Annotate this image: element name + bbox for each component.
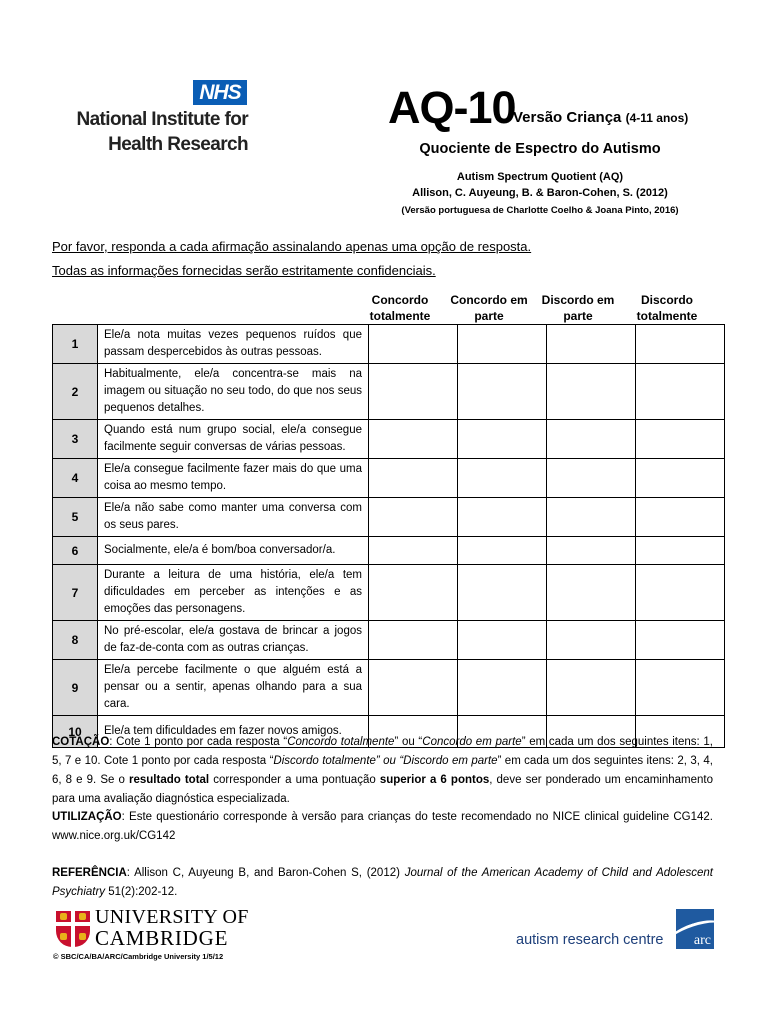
scoring-label: COTAÇÃO [52, 736, 110, 748]
scoring-emphasis: resultado total [129, 774, 210, 786]
answer-cell-concordo-totalmente[interactable] [369, 621, 458, 660]
reference-paragraph [52, 864, 713, 902]
copyright-notice: © SBC/CA/BA/ARC/Cambridge University 1/5/12 [53, 952, 224, 961]
nihr-logo-text [66, 107, 248, 157]
table-row [53, 364, 725, 420]
scoring-paragraph [52, 733, 713, 809]
answer-cell-concordo-totalmente[interactable] [369, 459, 458, 498]
answer-cell-concordo-em-parte[interactable] [458, 660, 547, 716]
answer-cell-discordo-em-parte[interactable] [547, 498, 636, 537]
scoring-option: Concordo totalmente [287, 736, 395, 748]
answer-cell-concordo-totalmente[interactable] [369, 537, 458, 565]
answer-cell-concordo-em-parte[interactable] [458, 565, 547, 621]
table-row [53, 325, 725, 364]
answer-cell-discordo-totalmente[interactable] [636, 537, 725, 565]
item-text: Ele/a tem dificuldades em fazer novos amigos. [98, 716, 369, 748]
answer-cell-discordo-em-parte[interactable] [547, 325, 636, 364]
item-number: 2 [53, 364, 98, 420]
table-row [53, 565, 725, 621]
column-header-concordo-totalmente: Concordo totalmente [369, 293, 431, 323]
answer-cell-concordo-totalmente[interactable] [369, 420, 458, 459]
cambridge-logo-line1: UNIVERSITY OF [95, 906, 249, 928]
answer-cell-discordo-em-parte[interactable] [547, 420, 636, 459]
item-text: Habitualmente, ele/a concentra-se mais na imagem ou situação no seu todo, do que nos seus pequenos detalhes. [98, 364, 369, 420]
answer-cell-concordo-em-parte[interactable] [458, 420, 547, 459]
item-text: Durante a leitura de uma história, ele/a tem dificuldades em perceber as intenções e as emoções das personagens. [98, 565, 369, 621]
item-text: Ele/a não sabe como manter uma conversa com os seus pares. [98, 498, 369, 537]
subtitle: Quociente de Espectro do Autismo [419, 141, 661, 157]
item-text: Ele/a nota muitas vezes pequenos ruídos que passam despercebidos às outras pessoas. [98, 325, 369, 364]
answer-cell-discordo-totalmente[interactable] [636, 621, 725, 660]
answer-cell-concordo-totalmente[interactable] [369, 660, 458, 716]
answer-cell-discordo-em-parte[interactable] [547, 364, 636, 420]
scoring-text: ” em cada um dos seguintes itens: 2, 3, 4, 6, 8 e 9. Se o [52, 755, 713, 786]
arc-logo-label: arc [693, 933, 711, 948]
version-label [513, 108, 688, 128]
page-title: AQ-10 [388, 82, 516, 133]
answer-cell-discordo-totalmente[interactable] [636, 325, 725, 364]
item-number: 1 [53, 325, 98, 364]
table-row [53, 621, 725, 660]
answer-cell-discordo-totalmente[interactable] [636, 364, 725, 420]
citation-line3: (Versão portuguesa de Charlotte Coelho & Joana Pinto, 2016) [401, 205, 679, 216]
answer-cell-discordo-em-parte[interactable] [547, 459, 636, 498]
answer-cell-discordo-em-parte[interactable] [547, 660, 636, 716]
answer-cell-concordo-totalmente[interactable] [369, 565, 458, 621]
instruction-line1: Por favor, responda a cada afirmação assinalando apenas uma opção de resposta. [52, 239, 532, 254]
usage-text: : Este questionário corresponde à versão para crianças do teste recomendado no NICE clinical guideline CG142. www.nice.org.uk/CG142 [52, 811, 713, 842]
scoring-emphasis: superior a 6 pontos [379, 774, 490, 786]
citation-line1: Autism Spectrum Quotient (AQ) [456, 171, 624, 183]
answer-cell-discordo-em-parte[interactable] [547, 537, 636, 565]
cambridge-shield-icon [56, 911, 90, 947]
item-text: Socialmente, ele/a é bom/boa conversador/a. [98, 537, 369, 565]
answer-cell-discordo-totalmente[interactable] [636, 660, 725, 716]
item-number: 5 [53, 498, 98, 537]
reference-journal: Journal of the American Academy of Child and Adolescent Psychiatry [52, 867, 714, 898]
answer-cell-concordo-em-parte[interactable] [458, 498, 547, 537]
column-header-concordo-em-parte: Concordo em parte [450, 293, 528, 323]
item-text: Ele/a consegue facilmente fazer mais do que uma coisa ao mesmo tempo. [98, 459, 369, 498]
answer-cell-concordo-totalmente[interactable] [369, 498, 458, 537]
scoring-text: : Cote 1 ponto por cada resposta “ [109, 736, 288, 748]
version-age: (4-11 anos) [625, 111, 689, 125]
nhs-logo: NHS [193, 80, 247, 105]
item-number: 3 [53, 420, 98, 459]
answer-cell-concordo-em-parte[interactable] [458, 325, 547, 364]
answer-cell-concordo-em-parte[interactable] [458, 537, 547, 565]
cambridge-logo-line2: CAMBRIDGE [95, 926, 229, 950]
answer-cell-concordo-totalmente[interactable] [369, 364, 458, 420]
scoring-text: corresponder a uma pontuação [209, 774, 380, 786]
table-row [53, 420, 725, 459]
answer-cell-concordo-em-parte[interactable] [458, 459, 547, 498]
item-number: 6 [53, 537, 98, 565]
column-header-discordo-em-parte: Discordo em parte [541, 293, 615, 323]
table-row [53, 660, 725, 716]
scoring-text: , deve ser ponderado um encaminhamento para uma avaliação diagnóstica especializada. [52, 774, 714, 805]
answer-cell-discordo-totalmente[interactable] [636, 565, 725, 621]
table-row [53, 498, 725, 537]
item-number: 9 [53, 660, 98, 716]
item-text: Quando está num grupo social, ele/a consegue facilmente seguir conversas de várias pessoas. [98, 420, 369, 459]
version-main: Versão Criança [513, 109, 622, 126]
reference-label: REFERÊNCIA [52, 867, 127, 879]
answer-cell-discordo-totalmente[interactable] [636, 420, 725, 459]
usage-label: UTILIZAÇÃO [52, 811, 122, 823]
answer-cell-concordo-totalmente[interactable] [369, 325, 458, 364]
answer-cell-discordo-totalmente[interactable] [636, 498, 725, 537]
instruction-line2: Todas as informações fornecidas serão estritamente confidenciais. [52, 263, 436, 278]
item-text: No pré-escolar, ele/a gostava de brincar a jogos de faz-de-conta com as outras crianças. [98, 621, 369, 660]
questionnaire-table [52, 324, 725, 748]
item-number: 8 [53, 621, 98, 660]
column-header-discordo-totalmente: Discordo totalmente [636, 293, 698, 323]
answer-cell-discordo-totalmente[interactable] [636, 459, 725, 498]
institute-line2: Health Research [108, 134, 248, 155]
arc-logo-icon [676, 909, 714, 949]
usage-paragraph [52, 808, 713, 846]
answer-cell-concordo-em-parte[interactable] [458, 621, 547, 660]
institute-line1: National Institute for [76, 109, 248, 130]
item-number: 4 [53, 459, 98, 498]
item-number: 7 [53, 565, 98, 621]
scoring-text: ” em cada um dos seguintes itens: 1, 5, 7 e 10. Cote 1 ponto por cada resposta “ [52, 736, 714, 767]
scoring-option: Discordo totalmente” ou “Discordo em parte [273, 755, 498, 767]
item-text: Ele/a percebe facilmente o que alguém está a pensar ou a sentir, apenas olhando para a sua cara. [98, 660, 369, 716]
reference-text: : Allison C, Auyeung B, and Baron-Cohen S, (2012) [126, 867, 405, 879]
answer-cell-discordo-em-parte[interactable] [547, 565, 636, 621]
table-row [53, 459, 725, 498]
arc-logo-text: autism research centre [516, 932, 664, 948]
reference-text: 51(2):202-12. [105, 886, 178, 898]
item-number: 10 [53, 716, 98, 748]
scoring-option: Concordo em parte [422, 736, 522, 748]
citation-line2: Allison, C. Auyeung, B. & Baron-Cohen, S. (2012) [412, 187, 668, 199]
answer-cell-discordo-em-parte[interactable] [547, 621, 636, 660]
table-row [53, 537, 725, 565]
answer-cell-concordo-em-parte[interactable] [458, 364, 547, 420]
scoring-text: ” ou “ [394, 736, 423, 748]
